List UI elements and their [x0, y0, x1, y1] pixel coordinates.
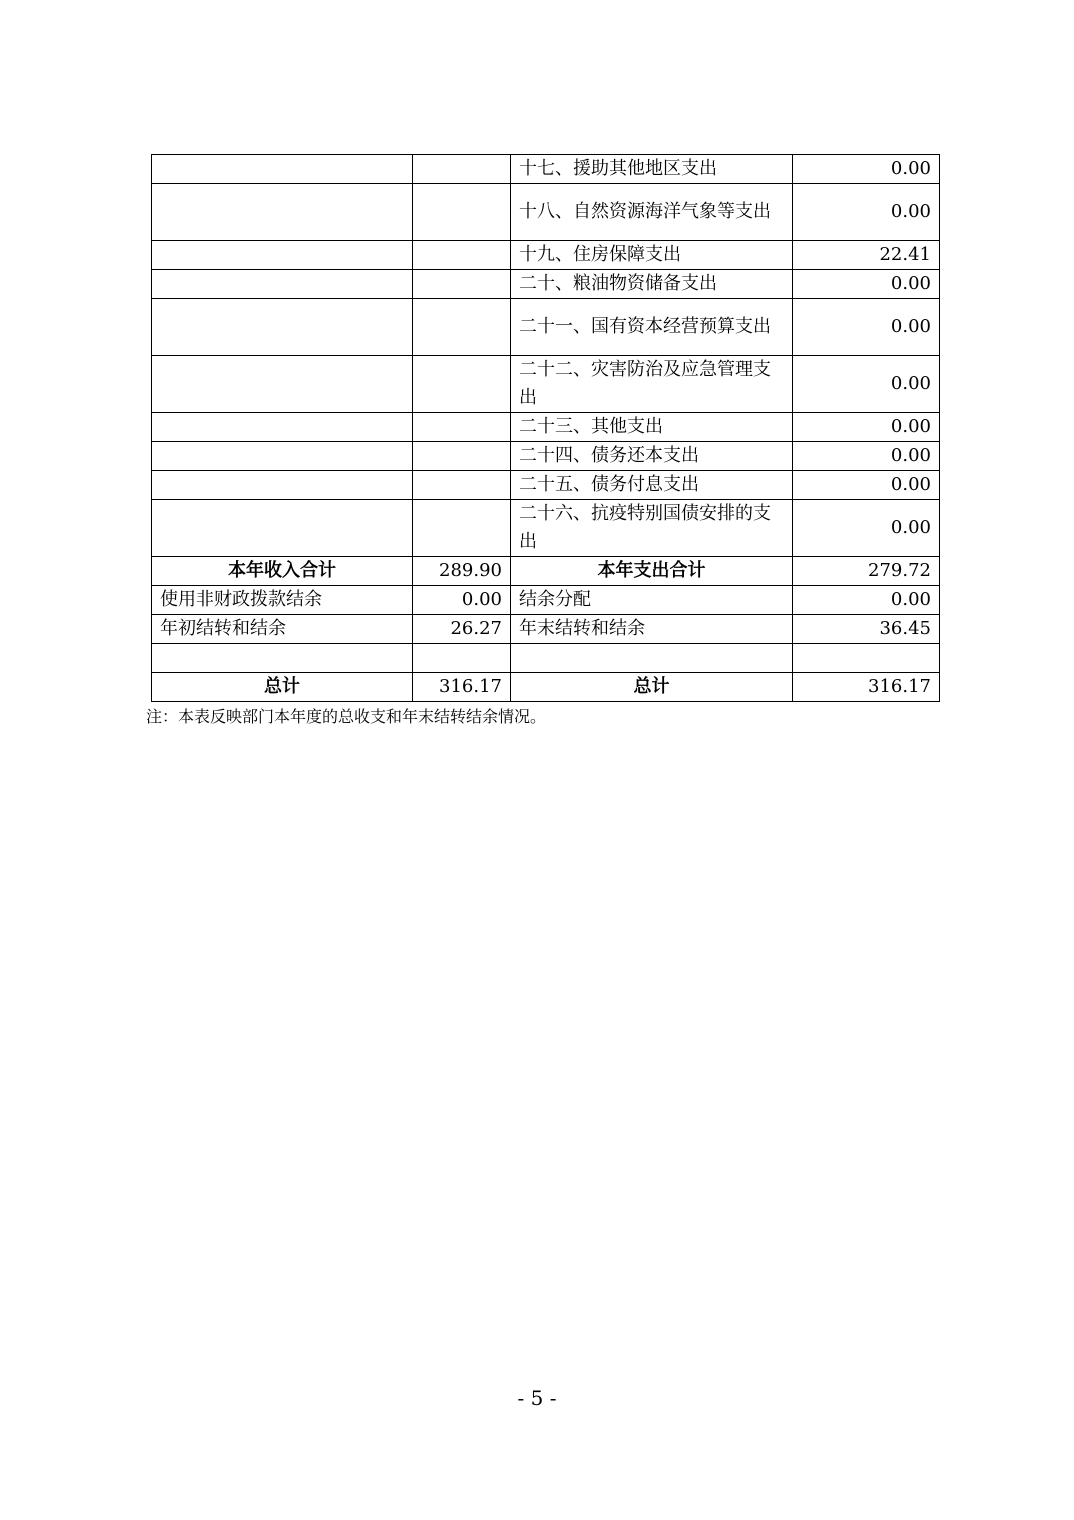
income-amount-cell: [413, 270, 511, 299]
grand-total-value-right: 316.17: [793, 673, 940, 702]
expense-amount-cell: 0.00: [793, 442, 940, 471]
income-item-cell: [152, 184, 413, 241]
table-row: [152, 184, 940, 241]
table-row: [152, 500, 940, 557]
income-amount-cell: [413, 500, 511, 557]
table-row: [152, 615, 940, 644]
income-item-cell: [152, 442, 413, 471]
income-item-cell: [152, 471, 413, 500]
surplus-distribution-label: 结余分配: [511, 586, 793, 615]
expense-item-cell: 二十六、抗疫特别国债安排的支出: [511, 500, 793, 557]
non-fiscal-surplus-label: 使用非财政拨款结余: [152, 586, 413, 615]
expense-total-label: 本年支出合计: [511, 557, 793, 586]
expense-item-cell: 十九、住房保障支出: [511, 241, 793, 270]
income-amount-cell: [413, 442, 511, 471]
table-row: [152, 471, 940, 500]
table-row: [152, 241, 940, 270]
expense-item-cell: 二十四、债务还本支出: [511, 442, 793, 471]
income-item-cell: [152, 155, 413, 184]
table-row: [152, 299, 940, 356]
income-item-cell: [152, 270, 413, 299]
income-amount-cell: [413, 241, 511, 270]
annual-total-row: [152, 557, 940, 586]
table-row: [152, 413, 940, 442]
income-amount-cell: [413, 356, 511, 413]
empty-cell: [413, 644, 511, 673]
beginning-carryover-value: 26.27: [413, 615, 511, 644]
table-row: [152, 586, 940, 615]
page-number: - 5 -: [517, 1386, 557, 1410]
expense-item-cell: 十八、自然资源海洋气象等支出: [511, 184, 793, 241]
income-amount-cell: [413, 155, 511, 184]
grand-total-row: [152, 673, 940, 702]
table-row: [152, 356, 940, 413]
income-item-cell: [152, 241, 413, 270]
expense-item-cell: 二十三、其他支出: [511, 413, 793, 442]
expense-item-cell: 二十、粮油物资储备支出: [511, 270, 793, 299]
empty-cell: [152, 644, 413, 673]
income-amount-cell: [413, 471, 511, 500]
expense-item-cell: 二十五、债务付息支出: [511, 471, 793, 500]
ending-carryover-label: 年末结转和结余: [511, 615, 793, 644]
empty-row: [152, 644, 940, 673]
surplus-distribution-value: 0.00: [793, 586, 940, 615]
table-row: [152, 270, 940, 299]
expense-amount-cell: 0.00: [793, 413, 940, 442]
grand-total-label-left: 总计: [152, 673, 413, 702]
budget-table: [151, 154, 940, 702]
expense-amount-cell: 0.00: [793, 155, 940, 184]
table-row: [152, 442, 940, 471]
non-fiscal-surplus-value: 0.00: [413, 586, 511, 615]
expense-amount-cell: 0.00: [793, 184, 940, 241]
ending-carryover-value: 36.45: [793, 615, 940, 644]
table-row: [152, 155, 940, 184]
income-item-cell: [152, 356, 413, 413]
empty-cell: [511, 644, 793, 673]
grand-total-value-left: 316.17: [413, 673, 511, 702]
beginning-carryover-label: 年初结转和结余: [152, 615, 413, 644]
table-note: 注：本表反映部门本年度的总收支和年末结转结余情况。: [146, 707, 547, 726]
expense-total-value: 279.72: [793, 557, 940, 586]
expense-amount-cell: 0.00: [793, 471, 940, 500]
income-item-cell: [152, 413, 413, 442]
expense-amount-cell: 0.00: [793, 270, 940, 299]
expense-amount-cell: 0.00: [793, 356, 940, 413]
expense-item-cell: 二十二、灾害防治及应急管理支出: [511, 356, 793, 413]
income-amount-cell: [413, 413, 511, 442]
income-amount-cell: [413, 184, 511, 241]
expense-amount-cell: 22.41: [793, 241, 940, 270]
expense-item-cell: 二十一、国有资本经营预算支出: [511, 299, 793, 356]
income-amount-cell: [413, 299, 511, 356]
income-total-label: 本年收入合计: [152, 557, 413, 586]
empty-cell: [793, 644, 940, 673]
income-item-cell: [152, 500, 413, 557]
grand-total-label-right: 总计: [511, 673, 793, 702]
expense-amount-cell: 0.00: [793, 500, 940, 557]
income-item-cell: [152, 299, 413, 356]
income-total-value: 289.90: [413, 557, 511, 586]
expense-item-cell: 十七、援助其他地区支出: [511, 155, 793, 184]
expense-amount-cell: 0.00: [793, 299, 940, 356]
